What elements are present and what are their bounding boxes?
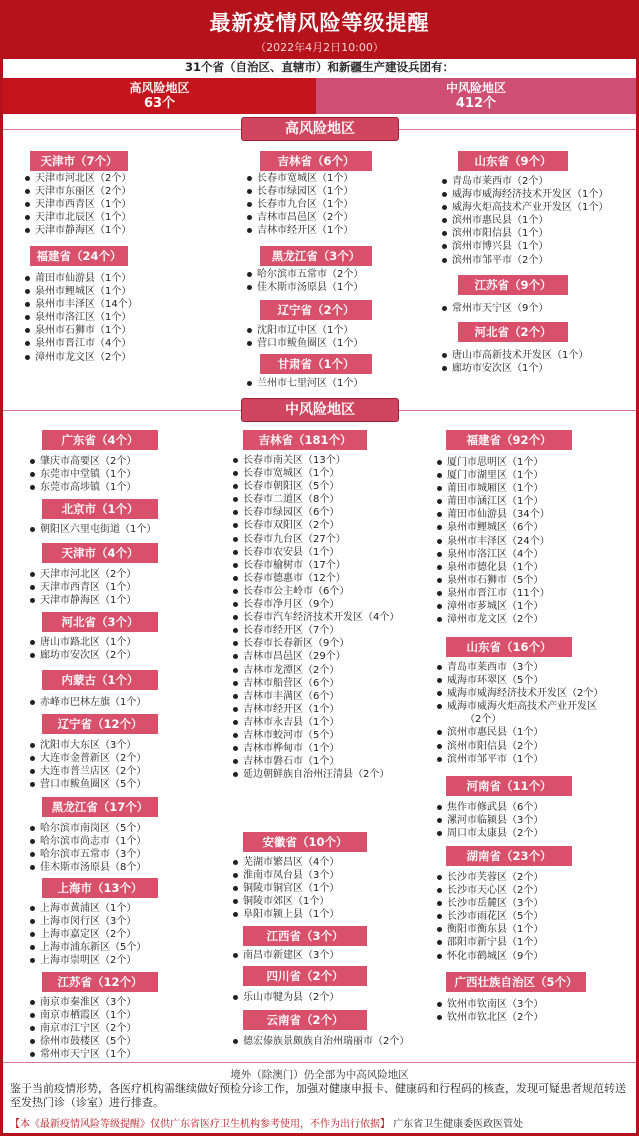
district-list [442,349,588,375]
district-item: 东莞市高埗镇（1个） [30,481,136,494]
district-item: 长春市宽城区（1个） [247,172,353,185]
district-item: 上海市浦东新区（5个） [30,941,146,954]
province-header: 福建省（92个） [446,430,572,450]
footer [10,1115,630,1130]
province-header: 安徽省（10个） [243,832,367,852]
notice-text: 鉴于当前疫情形势，各医疗机构需继续做好预检分诊工作，加强对健康申报卡、健康码和行程码的核查，发现可疑患者规范转送至发热门诊（诊室）进行排查。 [10,1082,626,1109]
province-header: 辽宁省（12个） [42,714,158,734]
district-item: 周口市太康县（2个） [437,827,543,840]
summary-mid-risk [316,78,636,114]
footer-org: 广东省卫生健康委医政医管处 [393,1119,524,1130]
district-item: 长春市净月区（9个） [233,598,399,611]
district-list [247,268,363,294]
district-list [442,175,608,267]
district-list [233,856,339,921]
abroad-note: 境外（除澳门）仍全部为中高风险地区 [230,1069,409,1081]
district-item: 莆田市仙游县（34个） [437,508,550,521]
district-item: 吉林市经开区（1个） [233,703,399,716]
district-item: 铜陵市郊区（1个） [233,895,339,908]
district-item: 长春市农安县（1个） [233,546,399,559]
district-item: 唐山市高新技术开发区（1个） [442,349,588,362]
province-header: 江西省（3个） [243,926,367,946]
district-item: 哈尔滨市南岗区（5个） [30,822,146,835]
district-list [30,568,136,607]
province-header: 湖南省（23个） [446,846,572,866]
district-item: 哈尔滨市五常市（3个） [30,848,146,861]
district-item: 泉州市石狮市（1个） [25,324,138,337]
district-item: 长春市朝阳区（5个） [233,480,399,493]
province-header: 河南省（11个） [446,776,572,796]
district-item: 焦作市修武县（6个） [437,801,543,814]
district-item: 怀化市鹤城区（9个） [437,950,543,963]
province-header: 北京市（1个） [42,499,158,519]
district-item: 上海市嘉定区（2个） [30,928,146,941]
district-item: 长春市九台区（1个） [247,198,353,211]
summary-high-label: 高风险地区 [129,81,190,95]
district-list [30,696,146,709]
district-item: 南京市江宁区（2个） [30,1022,136,1035]
district-list [30,996,136,1061]
district-item: 泉州市洛江区（1个） [25,311,138,324]
district-item: 厦门市湖里区（1个） [437,469,550,482]
district-item: 延边朝鲜族自治州汪清县（2个） [233,768,399,781]
high-risk-section-title: 高风险地区 [242,118,398,140]
district-item: 威海市威海经济技术开发区（2个） [437,687,603,700]
district-item: 长沙市芙蓉区（2个） [437,871,543,884]
district-item: 天津市静海区（1个） [30,594,136,607]
summary-high-count: 63个 [143,96,176,111]
district-item: 铜陵市铜官区（1个） [233,882,339,895]
district-item: 威海市威海火炬高技术产业开发区 [437,700,603,713]
footer-source: 【本《最新疫情风险等级提醒》仅供广东省医疗卫生机构参考使用，不作为出行依据】 [10,1119,390,1130]
district-item: 吉林市蛟河市（5个） [233,729,399,742]
province-header: 黑龙江省（3个） [260,246,372,266]
district-item: 钦州市钦南区（3个） [437,998,543,1011]
district-item: 赤峰市巴林左旗（1个） [30,696,146,709]
district-item: 滨州市邹平市（2个） [442,254,608,267]
district-list [30,636,136,662]
province-header: 江苏省（9个） [458,275,568,295]
district-item: 营口市鲅鱼圈区（5个） [30,778,146,791]
district-list [437,871,543,963]
province-header: 云南省（2个） [243,1010,367,1030]
district-list [30,523,156,536]
district-item: 青岛市莱西市（2个） [442,175,608,188]
district-item: 滨州市博兴县（1个） [442,240,608,253]
district-item: 厦门市思明区（1个） [437,456,550,469]
district-list [437,801,543,840]
province-header: 吉林省（181个） [243,430,367,450]
district-item: 长春市南关区（13个） [233,454,399,467]
district-item: 廊坊市安次区（1个） [442,362,588,375]
district-item: 南昌市新建区（3个） [233,949,339,962]
page-title: 最新疫情风险等级提醒 [209,11,430,35]
district-item: 天津市河北区（2个） [30,568,136,581]
district-item: 吉林市磐石市（1个） [233,755,399,768]
district-item: 常州市天宁区（1个） [30,1048,136,1061]
district-item: 朝阳区六里屯街道（1个） [30,523,156,536]
district-item: 泉州市洛江区（4个） [437,548,550,561]
summary-mid-count: 412个 [455,96,497,111]
district-item: 泉州市鲤城区（6个） [437,521,550,534]
province-header: 广西壮族自治区（5个） [446,972,586,992]
district-item: 长春市双阳区（2个） [233,519,399,532]
province-header: 福建省（24个） [30,246,128,266]
district-item: 兰州市七里河区（1个） [247,377,363,390]
district-list [25,172,131,237]
province-header: 广东省（4个） [42,430,158,450]
district-item: 长春市德惠市（12个） [233,572,399,585]
district-item: 漯河市临颍县（3个） [437,814,543,827]
district-item: 佳木斯市汤原县（8个） [30,861,146,874]
district-item: 长春市绿园区（1个） [247,185,353,198]
district-item: 天津市西青区（1个） [30,581,136,594]
header [3,3,636,59]
province-header: 四川省（2个） [243,966,367,986]
district-item-continuation: （2个） [465,714,502,726]
district-item: 长春市二道区（8个） [233,493,399,506]
district-item: 青岛市莱西市（3个） [437,661,603,674]
district-item: 天津市静海区（1个） [25,224,131,237]
district-item: 沈阳市大东区（3个） [30,739,146,752]
district-item: 吉林市龙潭区（2个） [233,664,399,677]
district-item: 天津市西青区（1个） [25,198,131,211]
district-item: 长沙市岳麓区（3个） [437,897,543,910]
province-header: 天津市（4个） [42,543,158,563]
district-list [247,377,363,390]
district-list [233,454,399,781]
district-item: 滨州市阳信县（2个） [437,740,603,753]
district-item: 唐山市路北区（1个） [30,636,136,649]
district-item: 钦州市钦北区（2个） [437,1011,543,1024]
district-item: 淮南市凤台县（3个） [233,869,339,882]
district-item: 吉林市昌邑区（2个） [247,211,353,224]
summary-subtitle: 31个省（自治区、直辖市）和新疆生产建设兵团有： [184,60,454,74]
district-item: 威海市环翠区（5个） [437,674,603,687]
district-item: 长沙市天心区（2个） [437,884,543,897]
district-item: 长春市宽城区（1个） [233,467,399,480]
province-header: 黑龙江省（17个） [42,797,158,817]
footer-divider [3,1062,636,1063]
district-item: 滨州市邹平市（1个） [437,753,603,766]
district-item: 长春市公主岭市（6个） [233,585,399,598]
province-header: 河北省（3个） [42,612,158,632]
district-item: 泉州市丰泽区（24个） [437,535,550,548]
district-item: 廊坊市安次区（2个） [30,649,136,662]
district-item: 长春市九台区（27个） [233,533,399,546]
district-item: 上海市闵行区（3个） [30,915,146,928]
district-list [247,172,353,237]
district-item: 常州市天宁区（9个） [442,302,548,315]
district-item: 上海市黄浦区（1个） [30,902,146,915]
district-item: 佳木斯市汤原县（1个） [247,281,363,294]
district-item: 南京市栖霞区（1个） [30,1009,136,1022]
district-item: 肇庆市高要区（2个） [30,455,136,468]
district-item: 莆田市仙游县（1个） [25,272,138,285]
mid-risk-section-title: 中风险地区 [242,399,398,421]
district-item: 沈阳市辽中区（1个） [247,324,363,337]
district-item: 滨州市阳信县（1个） [442,227,608,240]
district-item: 长春市长春新区（9个） [233,637,399,650]
province-header: 内蒙古（1个） [42,670,158,690]
province-header: 甘肃省（1个） [260,354,372,374]
district-item: 吉林市永吉县（1个） [233,716,399,729]
district-list [25,272,138,364]
district-item: 吉林市桦甸市（1个） [233,742,399,755]
district-item: 莆田市城厢区（1个） [437,482,550,495]
province-header: 河北省（2个） [458,322,568,342]
district-list [30,822,146,874]
district-item: 泉州市丰泽区（14个） [25,298,138,311]
district-item: 营口市鲅鱼圈区（1个） [247,337,363,350]
district-item: 长春市经开区（7个） [233,624,399,637]
district-item: 长春市汽车经济技术开发区（4个） [233,611,399,624]
district-list [30,455,136,494]
district-item: 滨州市惠民县（1个） [437,726,603,739]
district-item: 衡阳市衡东县（1个） [437,923,543,936]
district-list [442,302,548,315]
province-header: 江苏省（12个） [42,972,158,992]
district-item: 邵阳市新宁县（1个） [437,936,543,949]
province-header: 山东省（9个） [458,151,568,171]
district-list [437,456,550,626]
district-item: 长春市榆树市（17个） [233,559,399,572]
district-item: 吉林市昌邑区（29个） [233,650,399,663]
district-item: 吉林市经开区（1个） [247,224,353,237]
district-item: 吉林市船营区（6个） [233,677,399,690]
district-item: 东莞市中堂镇（1个） [30,468,136,481]
district-item: 德宏傣族景颇族自治州瑞丽市（2个） [233,1035,409,1048]
district-item: 吉林市丰满区（6个） [233,690,399,703]
district-item: 泉州市晋江市（4个） [25,337,138,350]
district-item: 威海市威海经济技术开发区（1个） [442,188,608,201]
district-item: 长春市绿园区（6个） [233,506,399,519]
summary-high-risk [3,78,316,114]
district-item: 乐山市犍为县（2个） [233,991,339,1004]
district-item: 哈尔滨市尚志市（1个） [30,835,146,848]
district-item: 大连市金普新区（2个） [30,752,146,765]
district-list [247,324,363,350]
district-item: 莆田市涵江区（1个） [437,495,550,508]
district-item: 天津市东丽区（2个） [25,185,131,198]
province-header: 上海市（13个） [42,878,158,898]
district-item: 上海市崇明区（2个） [30,954,146,967]
district-item: 漳州市龙文区（2个） [25,351,138,364]
district-item: 漳州市龙文区（2个） [437,613,550,626]
province-header: 吉林省（6个） [260,151,372,171]
district-list [437,998,543,1024]
district-item: 芜湖市繁昌区（4个） [233,856,339,869]
district-item: 泉州市德化县（1个） [437,561,550,574]
district-list [233,1035,409,1048]
district-item: 漳州市芗城区（1个） [437,600,550,613]
district-item: 天津市河北区（2个） [25,172,131,185]
district-item: 阜阳市颍上县（1个） [233,908,339,921]
district-list [30,902,146,967]
district-item: 泉州市鲤城区（1个） [25,285,138,298]
district-item: 泉州市晋江市（11个） [437,587,550,600]
summary-mid-label: 中风险地区 [445,81,506,95]
district-list [30,739,146,791]
district-list [437,661,603,766]
district-item: 滨州市惠民县（1个） [442,214,608,227]
district-item: 天津市北辰区（1个） [25,211,131,224]
district-item: 威海火炬高技术产业开发区（1个） [442,201,608,214]
district-item: 南京市秦淮区（3个） [30,996,136,1009]
district-list [233,991,339,1004]
district-item: 哈尔滨市五常市（2个） [247,268,363,281]
district-item: 泉州市石狮市（5个） [437,574,550,587]
district-list [233,949,339,962]
district-item: 大连市普兰店区（2个） [30,765,146,778]
province-header: 辽宁省（2个） [260,300,372,320]
province-header: 天津市（7个） [30,151,128,171]
province-header: 山东省（16个） [446,637,572,657]
district-item: 徐州市鼓楼区（5个） [30,1035,136,1048]
district-item: 长沙市雨花区（5个） [437,910,543,923]
update-date: （2022年4月2日10:00） [255,41,384,54]
